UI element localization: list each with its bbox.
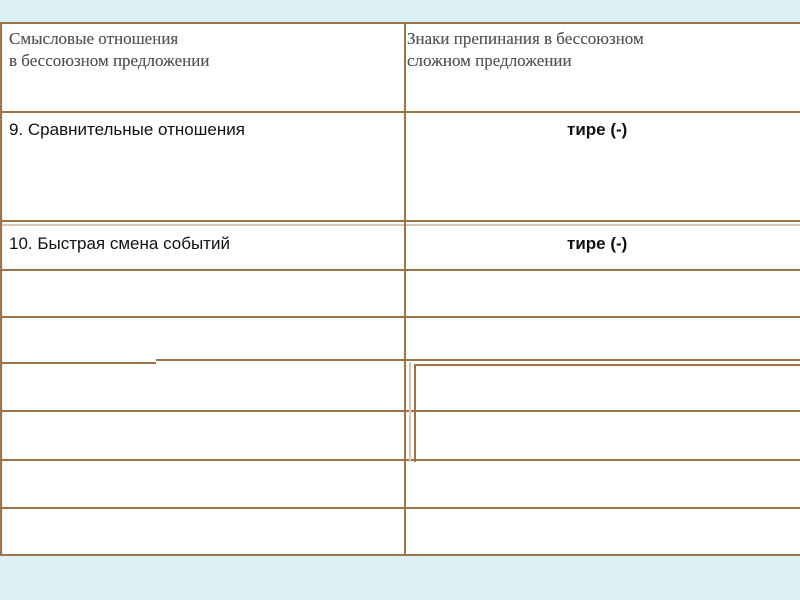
row-relation: 9. Сравнительные отношения [9, 120, 245, 139]
table-column-divider [404, 22, 406, 556]
table-border-header-bottom [0, 111, 800, 113]
row-sign: тире (-) [567, 234, 628, 253]
table-border-bottom [0, 554, 800, 556]
header-col1 [9, 28, 209, 72]
table-border-row4-bottom-right2 [414, 364, 800, 366]
header-col1-line2: в бессоюзном предложении [9, 51, 210, 70]
table-column-divider-shadow [409, 362, 411, 462]
table-border-row6-bottom [0, 459, 800, 461]
table-border-row4-bottom-right [156, 359, 800, 361]
row-relation: 10. Быстрая смена событий [9, 234, 230, 253]
table-border-row5-bottom [0, 410, 800, 412]
header-col2-line1: Знаки препинания в бессоюзном [407, 29, 644, 48]
table-column-divider-offset [414, 364, 416, 462]
table-border-row1-bottom [0, 220, 800, 222]
table-border-row3-bottom [0, 316, 800, 318]
row-sign: тире (-) [567, 120, 628, 139]
table-border-row1-bottom-shadow [0, 224, 800, 226]
table-border-row4-bottom-left [0, 362, 156, 364]
header-col2-line2: сложном предложении [407, 51, 572, 70]
table-border-row7-bottom [0, 507, 800, 509]
header-col2 [407, 28, 644, 72]
header-col1-line1: Смысловые отношения [9, 29, 179, 48]
table-border-left [0, 22, 2, 556]
slide-background-top [0, 0, 800, 22]
punctuation-table [0, 22, 800, 556]
table-border-top [0, 22, 800, 24]
table-border-row2-bottom [0, 269, 800, 271]
slide-background-bottom [0, 556, 800, 600]
